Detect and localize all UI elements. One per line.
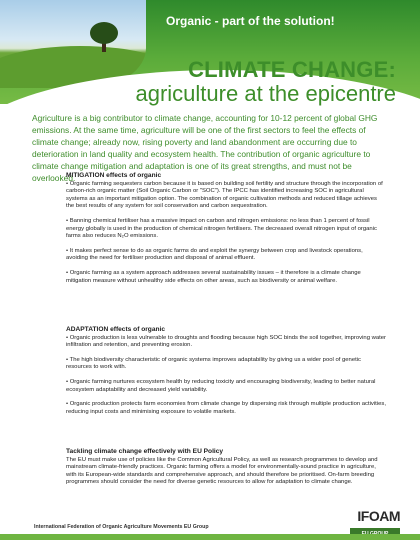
policy-section (66, 448, 386, 494)
slogan: Organic - part of the solution! (166, 14, 335, 28)
mitigation-section (66, 172, 386, 292)
mitigation-paragraph: • It makes perfect sense to do as organic farms do and exploit the synergy between crop and livestock operations, avoiding the need for fertiliser production and disposal of animal effluent. (66, 247, 363, 262)
adaptation-paragraph: • Organic farming nurtures ecosystem health by reducing toxicity and encouraging biodiversity, leading to better natural ecosystem adaptability and decreased yield variability. (66, 378, 376, 393)
footer-organisation: International Federation of Organic Agriculture Movements EU Group (34, 524, 209, 530)
policy-paragraph: The EU must make use of policies like the Common Agricultural Policy, as well as research programmes to develop and mainstream climate-friendly practices. Organic farming offers a model for environmentally-sound practice in agriculture, with its European-wide standards and comprehensive approach, and should therefore be prioritised. On-farm breeding programmes should consider the need for diverse genetic resources to allow for adaptation to climate change. (66, 456, 378, 486)
adaptation-heading: ADAPTATION effects of organic (66, 326, 166, 333)
page-title (136, 58, 397, 106)
mitigation-paragraph: • Banning chemical fertiliser has a massive impact on carbon and nitrogen emissions: no less than 1 percent of fossil energy globally is used in the production of chemical nitrogen fertilisers. The decreased overall nitrogen input of organic farms also reduces N₂O emissions. (66, 217, 377, 240)
tree-image (90, 22, 118, 44)
ifoam-logo: IFOAM (357, 508, 400, 524)
title-line-2: agriculture at the epicentre (135, 81, 396, 106)
title-line-1: CLIMATE CHANGE: (188, 57, 396, 82)
intro-paragraph: Agriculture is a big contributor to climate change, accounting for 10-12 percent of global GHG emissions. At the same time, agriculture will be one of the first sectors to feel the effects of climate change; already now, rising poverty and land abandonment are occurring due to deterioration in land quality and ecosystem health. The contribution of organic agriculture to climate change mitigation and adaptation is one of its great strengths, and must not be overlooked. (32, 113, 378, 183)
footer-strip (0, 534, 420, 540)
mitigation-paragraph: • Organic farming as a system approach addresses several sustainability issues – it therefore is a climate change mitigation measure without unhealthy side effects on other areas, such as biodiversity or animal welfare. (66, 269, 361, 284)
adaptation-paragraph: • Organic production is less vulnerable to droughts and flooding because high SOC binds the soil together, improving water infiltration and retention, and preventing erosion. (66, 334, 387, 349)
adaptation-paragraph: • Organic production protects farm economies from climate change by dispersing risk through multiple production activities, reducing input costs and minimising exposure to volatile markets. (66, 401, 386, 415)
adaptation-section (66, 326, 386, 423)
mitigation-heading: MITIGATION effects of organic (66, 172, 162, 179)
mitigation-paragraph: • Organic farming sequesters carbon because it is based on building soil fertility and structure through the incorporation of carbon-rich organic matter (Soil Organic Carbon or "SOC"). The IPCC has identified increasing SOC in agricultural systems as an important mitigation option. The combination of organic cultivation methods and reduced tillage achieves the best results of any system for soil conservation and carbon sequestration. (66, 180, 383, 210)
adaptation-paragraph: • The high biodiversity characteristic of organic systems improves adaptability by giving us a wider pool of genetic resources to work with. (66, 356, 361, 371)
policy-heading: Tackling climate change effectively with EU Policy (66, 448, 224, 455)
